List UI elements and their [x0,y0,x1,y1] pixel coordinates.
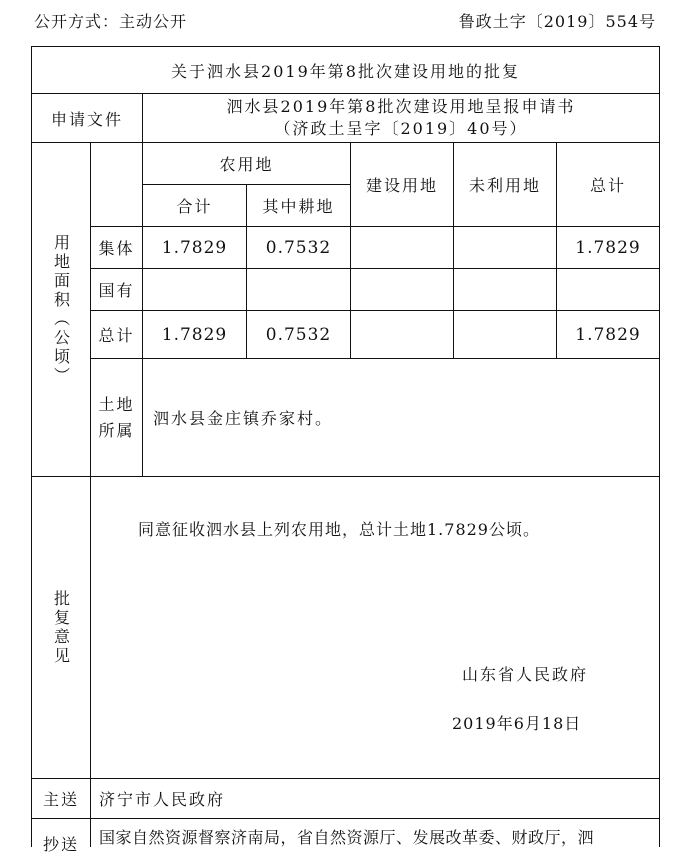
row-label: 集体 [98,239,135,258]
cell-total: 1.7829 [575,324,641,345]
document-number: 鲁政土字〔2019〕554号 [458,12,656,31]
cell-total [557,269,659,310]
cell-arable: 0.7532 [265,237,332,258]
header-arable: 其中耕地 [262,197,335,216]
header-farmland: 农用地 [219,155,274,174]
application-line-2: （济政土呈字〔2019〕40号） [274,119,528,138]
header-unused: 未利用地 [468,176,541,195]
cc-label: 抄送 [42,834,79,854]
approval-text: 同意征收泗水县上列农用地，总计土地1.7829公顷。 [138,520,540,539]
cell-subtotal: 1.7829 [161,324,228,345]
ownership-label-line-1: 土地 [98,394,135,414]
cell-arable [247,269,350,310]
cell-subtotal: 1.7829 [161,237,228,258]
document-title: 关于泗水县2019年第8批次建设用地的批复 [171,61,520,81]
cell-subtotal [143,269,246,310]
disclosure-method: 公开方式：主动公开 [34,12,188,31]
land-area-label-cell [32,143,90,476]
row-label: 国有 [98,281,135,300]
cell-arable: 0.7532 [265,324,332,345]
approval-label-cell [32,477,90,778]
application-label: 申请文件 [50,109,123,129]
land-area-label: 用地面积（公顷） [51,233,71,386]
main-recipient-label: 主送 [42,790,79,809]
cell-total: 1.7829 [575,237,641,258]
header-subtotal: 合计 [176,197,213,216]
approval-issuer: 山东省人民政府 [462,665,589,684]
ownership-label-line-2: 所属 [98,420,135,440]
main-recipient: 济宁市人民政府 [99,790,226,809]
cell-unused [454,227,556,268]
header-construction: 建设用地 [365,176,438,195]
cc-recipients: 国家自然资源督察济南局，省自然资源厅、发展改革委、财政厅，泗 [99,828,595,847]
application-line-1: 泗水县2019年第8批次建设用地呈报申请书 [226,97,576,116]
approval-label: 批复意见 [51,589,71,666]
cell-construction [351,269,453,310]
cell-construction [351,227,453,268]
cell-construction [351,311,453,358]
row-label: 总计 [98,326,135,345]
header-total: 总计 [589,176,626,195]
approval-date: 2019年6月18日 [452,714,582,733]
application-document [143,94,659,142]
cell-unused [454,311,556,358]
ownership-label [91,359,142,476]
ownership-value: 泗水县金庄镇乔家村。 [153,409,334,428]
cell-unused [454,269,556,310]
